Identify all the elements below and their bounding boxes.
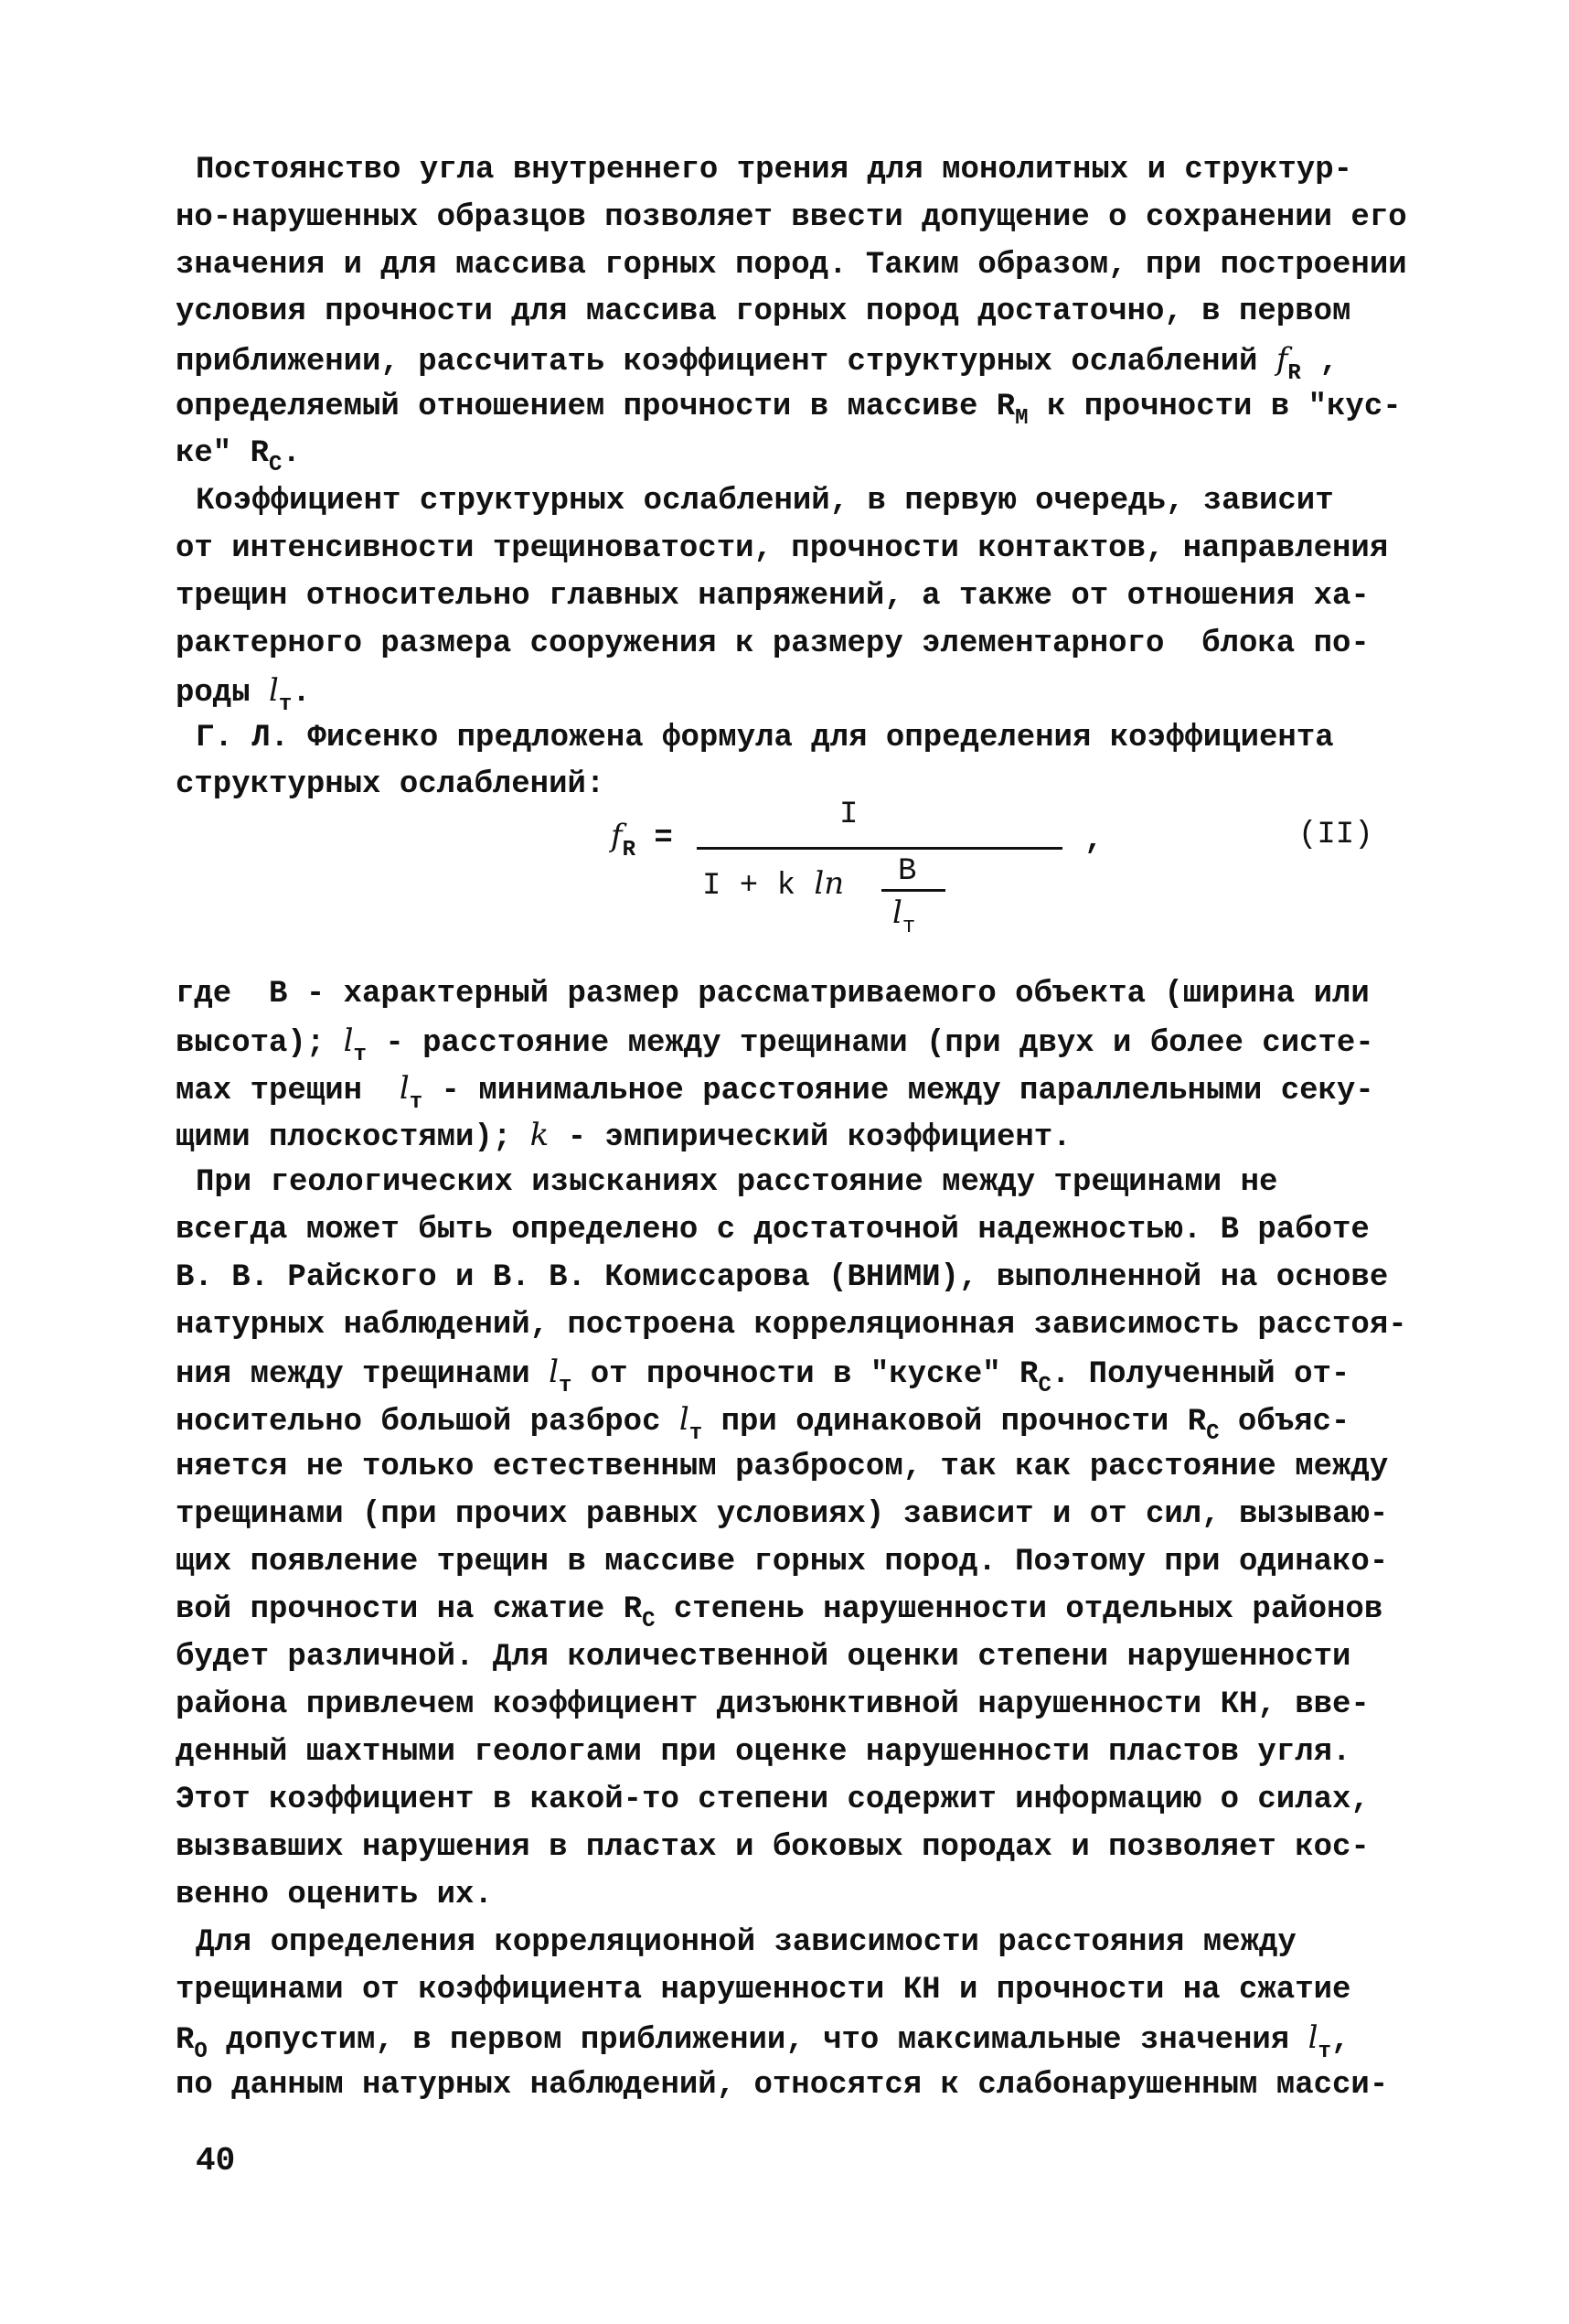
text-line: Коэффициент структурных ослаблений, в первую очередь, зависит xyxy=(196,484,1334,519)
text-line: приближении, рассчитать коэффициент структурных ослаблений $f_R$ , xyxy=(176,341,1339,386)
text-line: условия прочности для массива горных пород достаточно, в первом xyxy=(176,295,1351,329)
text-line: вой прочности на сжатие $R_C$ степень нарушенности отдельных районов xyxy=(176,1592,1383,1633)
text-line: При геологических изысканиях расстояние между трещинами не xyxy=(196,1165,1278,1200)
text-line: венно оценить их. xyxy=(176,1878,493,1912)
text-line: от интенсивности трещиноватости, прочности контактов, направления xyxy=(176,531,1389,566)
text-line: $R_O$ допустим, в первом приближении, что максимальные значения $l_т$, xyxy=(176,2019,1350,2064)
text-line: где В - характерный размер рассматриваемого объекта (ширина или xyxy=(176,977,1370,1012)
text-line: по данным натурных наблюдений, относятся к слабонарушенным масси- xyxy=(176,2068,1389,2103)
text-line: трещинами (при прочих равных условиях) зависит и от сил, вызываю- xyxy=(176,1497,1389,1532)
formula-structural-weakening xyxy=(611,796,1397,951)
formula-denominator: I + k ln xyxy=(702,865,845,904)
text-line: значения и для массива горных пород. Таким образом, при построении xyxy=(176,248,1407,283)
text-line: ке" $R_C$. xyxy=(176,436,301,477)
text-line: будет различной. Для количественной оценки степени нарушенности xyxy=(176,1640,1351,1675)
text-line: трещинами от коэффициента нарушенности КН и прочности на сжатие xyxy=(176,1973,1351,2008)
page-number: 40 xyxy=(196,2142,236,2179)
formula-lhs: $f_R$ = xyxy=(611,818,673,862)
text-line: ния между трещинами $l_т$ от прочности в "куске" $R_C$. Полученный от- xyxy=(176,1354,1350,1398)
text-line: вызвавших нарушения в пластах и боковых породах и позволяет кос- xyxy=(176,1830,1370,1865)
text-line: Этот коэффициент в какой-то степени содержит информацию о силах, xyxy=(176,1783,1370,1817)
text-line: Постоянство угла внутреннего трения для монолитных и структур- xyxy=(196,153,1353,187)
text-line: В. В. Райского и В. В. Комиссарова (ВНИМИ), выполненной на основе xyxy=(176,1260,1389,1295)
text-line: няется не только естественным разбросом, так как расстояние между xyxy=(176,1450,1389,1484)
formula-inner-numerator: B xyxy=(898,854,917,889)
text-line: структурных ослаблений: xyxy=(176,767,605,802)
text-line: района привлечем коэффициент дизъюнктивной нарушенности КН, вве- xyxy=(176,1687,1370,1722)
text-line: щими плоскостями); k - эмпирический коэффициент. xyxy=(176,1117,1072,1155)
text-line: носительно большой разброс $l_т$ при одинаковой прочности $R_C$ объяс- xyxy=(176,1401,1350,1446)
text-line: Для определения корреляционной зависимости расстояния между xyxy=(196,1925,1297,1960)
formula-number: (II) xyxy=(1298,818,1373,852)
formula-comma: , xyxy=(1084,823,1104,858)
text-line: мах трещин $l_т$ - минимальное расстояние между параллельными секу- xyxy=(176,1070,1374,1115)
formula-inner-bar xyxy=(881,889,945,892)
formula-numerator: I xyxy=(839,798,859,832)
text-line: щих появление трещин в массиве горных пород. Поэтому при одинако- xyxy=(176,1545,1389,1580)
formula-fraction-bar xyxy=(697,847,1062,850)
formula-inner-denominator: $l_т$ xyxy=(892,894,916,939)
text-line: Г. Л. Фисенко предложена формула для определения коэффициента xyxy=(196,721,1334,755)
text-line: рактерного размера сооружения к размеру элементарного блока по- xyxy=(176,627,1370,661)
text-line: определяемый отношением прочности в массиве $R_M$ к прочности в "кус- xyxy=(176,390,1402,431)
text-line: но-нарушенных образцов позволяет ввести допущение о сохранении его xyxy=(176,200,1407,235)
text-line: высота); $l_т$ - расстояние между трещинами (при двух и более систе- xyxy=(176,1023,1374,1067)
text-line: денный шахтными геологами при оценке нарушенности пластов угля. xyxy=(176,1735,1351,1770)
text-line: роды $l_т$. xyxy=(176,672,311,717)
text-line: трещин относительно главных напряжений, а также от отношения ха- xyxy=(176,579,1370,614)
text-line: натурных наблюдений, построена корреляционная зависимость расстоя- xyxy=(176,1308,1407,1343)
text-line: всегда может быть определено с достаточной надежностью. В работе xyxy=(176,1213,1370,1248)
